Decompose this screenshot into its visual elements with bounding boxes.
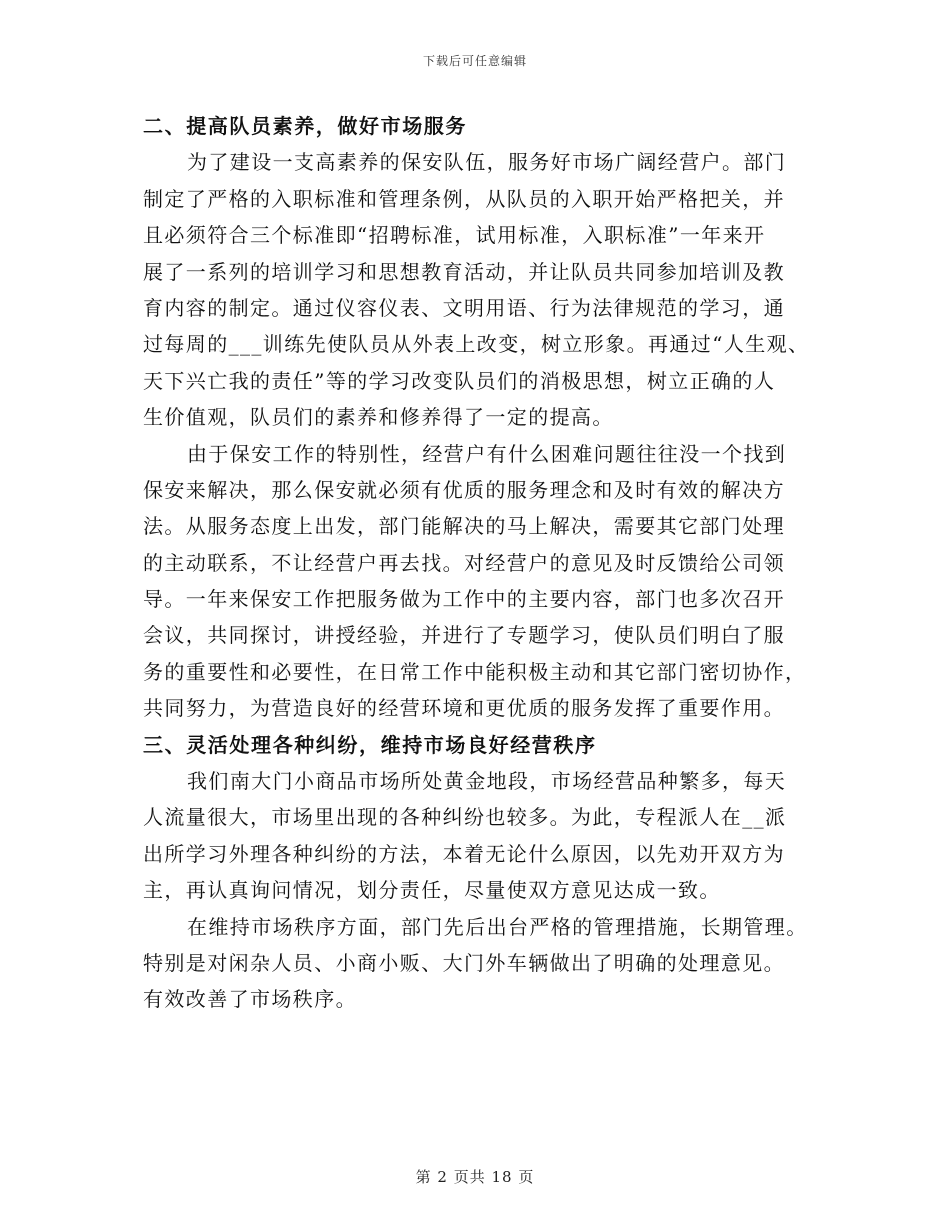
paragraph-line: 特别是对闲杂人员、小商小贩、大门外车辆做出了明确的处理意见。: [143, 950, 785, 975]
paragraph-line: 会议，共同探讨，讲授经验，并进行了专题学习，使队员们明白了服: [143, 623, 785, 648]
page-number: 第 2 页共 18 页: [415, 1168, 535, 1186]
paragraph-line: 在维持市场秩序方面，部门先后出台严格的管理措施，长期管理。: [187, 914, 808, 939]
paragraph-line: 法。从服务态度上出发，部门能解决的马上解决，需要其它部门处理: [143, 514, 785, 539]
paragraph-line: 且必须符合三个标准即“招聘标准，试用标准，入职标准”一年来开: [143, 223, 766, 248]
paragraph-line: 制定了严格的入职标准和管理条例，从队员的入职开始严格把关，并: [143, 186, 785, 211]
paragraph-line: 天下兴亡我的责任”等的学习改变队员们的消极思想，树立正确的人: [143, 368, 776, 393]
section-heading: 三、灵活处理各种纠纷，维持市场良好经营秩序: [143, 732, 597, 757]
paragraph-line: 生价值观，队员们的素养和修养得了一定的提高。: [143, 405, 614, 430]
paragraph-line: 我们南大门小商品市场所处黄金地段，市场经营品种繁多，每天: [187, 769, 787, 794]
paragraph-line: 人流量很大，市场里出现的各种纠纷也较多。为此，专程派人在__派: [143, 805, 787, 830]
section-heading: 二、提高队员素养，做好市场服务: [143, 114, 467, 138]
paragraph-line: 有效改善了市场秩序。: [143, 987, 357, 1012]
paragraph-line: 主，再认真询问情况，划分责任，尽量使双方意见达成一致。: [143, 878, 721, 903]
document-body: [143, 108, 809, 1018]
paragraph-line: 育内容的制定。通过仪容仪表、文明用语、行为法律规范的学习，通: [143, 295, 785, 320]
paragraph-line: 过每周的___训练先使队员从外表上改变，树立形象。再通过“人生观、: [143, 332, 810, 357]
paragraph-line: 展了一系列的培训学习和思想教育活动，并让队员共同参加培训及教: [143, 259, 785, 284]
page-header: 下载后可任意编辑: [422, 54, 527, 68]
paragraph-line: 为了建设一支高素养的保安队伍，服务好市场广阔经营户。部门: [187, 150, 787, 175]
paragraph-line: 由于保安工作的特别性，经营户有什么困难问题往往没一个找到: [187, 441, 787, 466]
paragraph-line: 保安来解决，那么保安就必须有优质的服务理念和及时有效的解决方: [143, 477, 785, 502]
paragraph-line: 导。一年来保安工作把服务做为工作中的主要内容，部门也多次召开: [143, 587, 785, 612]
paragraph-line: 务的重要性和必要性，在日常工作中能积极主动和其它部门密切协作，: [143, 659, 807, 684]
paragraph-line: 的主动联系，不让经营户再去找。对经营户的意见及时反馈给公司领: [143, 550, 785, 575]
paragraph-line: 出所学习外理各种纠纷的方法，本着无论什么原因，以先劝开双方为: [143, 841, 785, 866]
paragraph-line: 共同努力，为营造良好的经营环境和更优质的服务发挥了重要作用。: [143, 696, 785, 721]
